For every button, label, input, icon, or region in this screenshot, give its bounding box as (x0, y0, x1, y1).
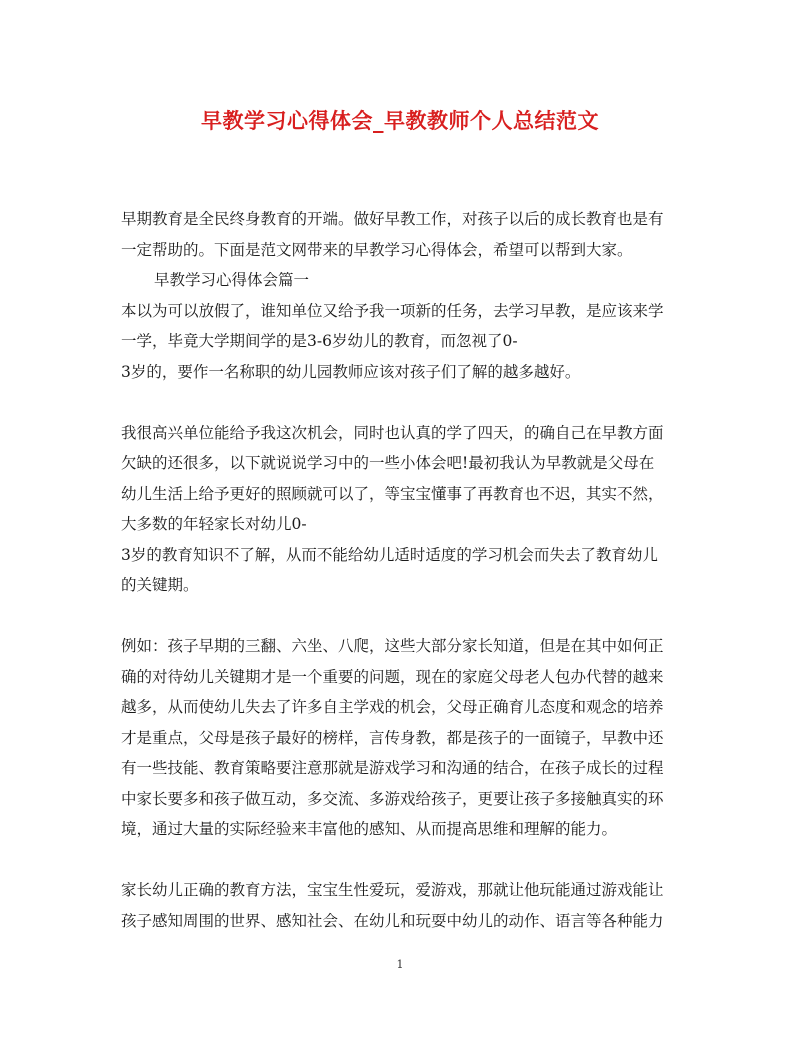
document-title: 早教学习心得体会_早教教师个人总结范文 (201, 108, 599, 133)
text-line: 例如：孩子早期的三翻、六坐、八爬，这些大部分家长知道，但是在其中如何正 (121, 637, 664, 655)
paragraph-gap (121, 387, 681, 418)
page-number: 1 (396, 958, 404, 971)
section-heading: 早教学习心得体会篇一 (154, 271, 310, 289)
text-line: 欠缺的还很多，以下就说说学习中的一些小体会吧!最初我认为早教就是父母在 (121, 454, 655, 472)
paragraph-gap (121, 601, 681, 632)
text-line: 一定帮助的。下面是范文网带来的早教学习心得体会，希望可以帮到大家。 (121, 240, 633, 259)
paragraph-gap (121, 845, 681, 876)
text-line: 早期教育是全民终身教育的开端。做好早教工作，对孩子以后的成长教育也是有 (121, 210, 664, 228)
text-line: 境，通过大量的实际经验来丰富他的感知、从而提高思维和理解的能力。 (121, 820, 618, 838)
text-line: 幼儿生活上给予更好的照顾就可以了，等宝宝懂事了再教育也不迟，其实不然， (121, 484, 664, 503)
text-line: 3岁的，要作一名称职的幼儿园教师应该对孩子们了解的越多越好。 (121, 362, 581, 381)
text-line: 中家长要多和孩子做互动，多交流、多游戏给孩子，更要让孩子多接触真实的环 (121, 789, 664, 808)
text-line: 本以为可以放假了，谁知单位又给予我一项新的任务，去学习早教，是应该来学 (121, 301, 664, 320)
text-line: 才是重点，父母是孩子最好的榜样，言传身教，都是孩子的一面镜子，早教中还 (121, 728, 664, 747)
text-line: 的关键期。 (121, 576, 199, 594)
text-line: 有一些技能、教育策略要注意那就是游戏学习和沟通的结合，在孩子成长的过程 (121, 759, 664, 777)
text-line: 3岁的教育知识不了解，从而不能给幼儿适时适度的学习机会而失去了教育幼儿 (121, 545, 658, 564)
text-line: 大多数的年轻家长对幼儿0- (121, 515, 307, 533)
text-line: 我很高兴单位能给予我这次机会，同时也认真的学了四天，的确自己在早教方面 (121, 423, 664, 442)
text-line: 确的对待幼儿关键期才是一个重要的问题，现在的家庭父母老人包办代替的越来 (121, 667, 664, 686)
text-line: 家长幼儿正确的教育方法，宝宝生性爱玩，爱游戏，那就让他玩能通过游戏能让 (121, 881, 664, 899)
text-line: 越多，从而使幼儿失去了许多自主学戏的机会，父母正确育儿态度和观念的培养 (121, 698, 664, 716)
text-line: 孩子感知周围的世界、感知社会、在幼儿和玩耍中幼儿的动作、语言等各种能力 (121, 911, 664, 930)
text-line: 一学，毕竟大学期间学的是3-6岁幼儿的教育，而忽视了0- (121, 332, 518, 350)
document-body (121, 204, 681, 936)
